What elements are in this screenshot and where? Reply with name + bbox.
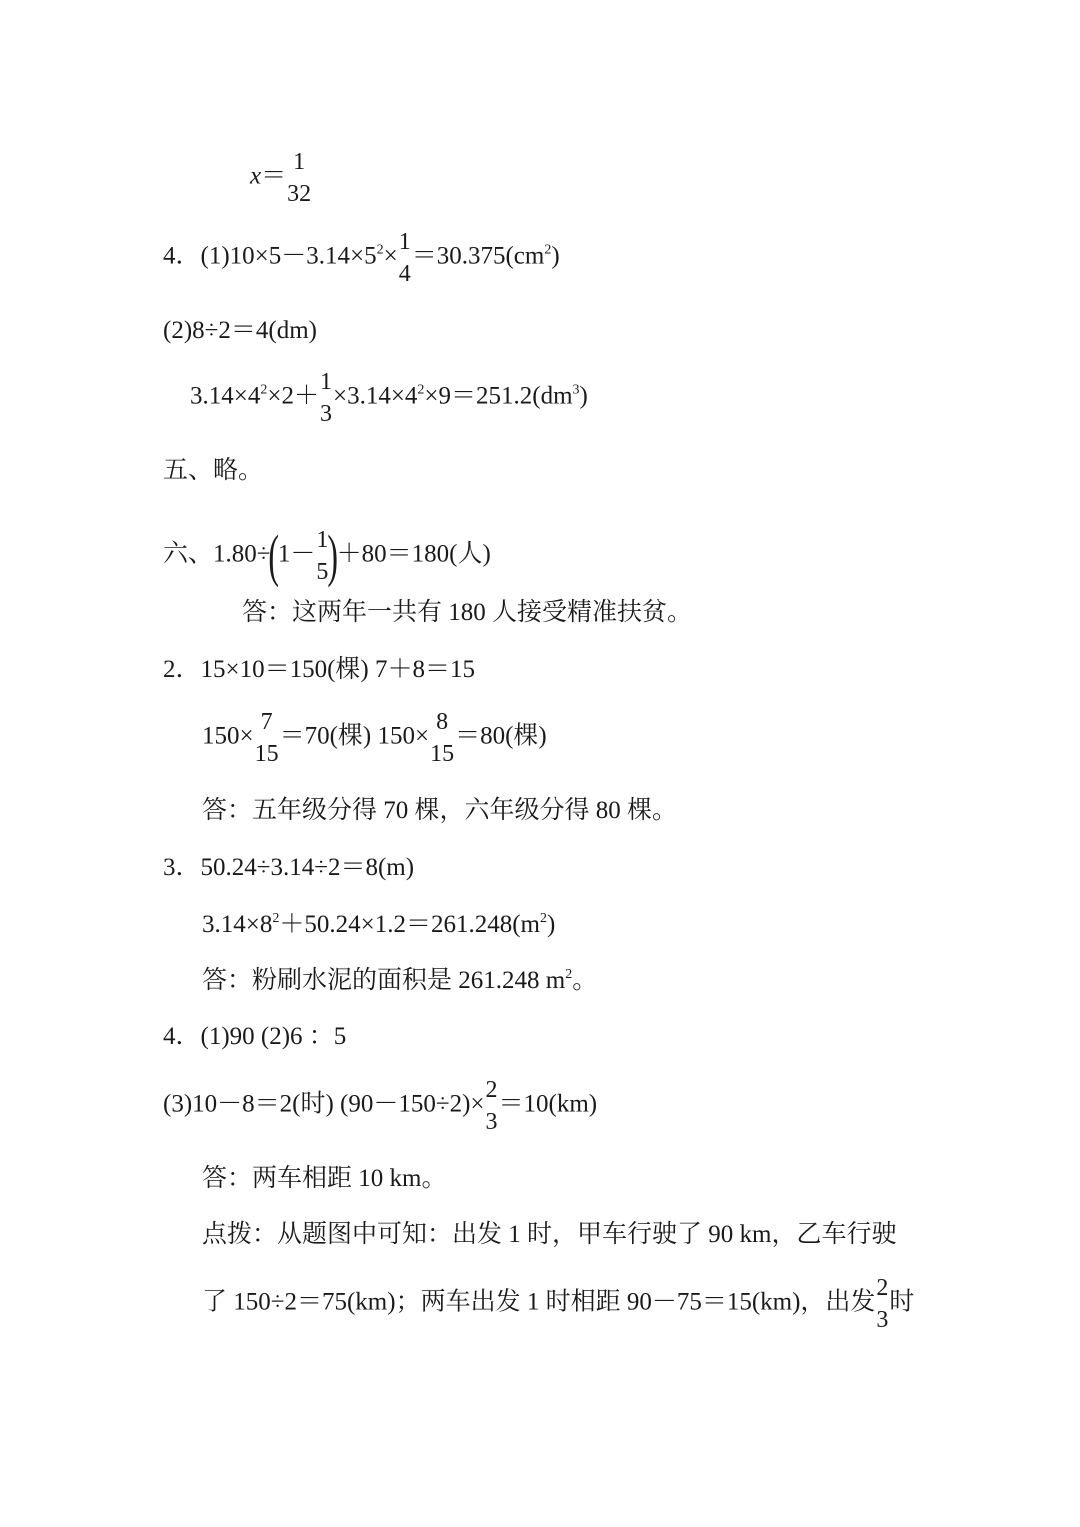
q4-line1: 4．(1)90 (2)6 ：5 [163,1023,347,1050]
q3-line1: 3．50.24÷3.14÷2＝8(m) [163,854,415,881]
variable-x: x [250,162,262,190]
q2-line1: 2．15×10＝150(棵) 7＋8＝15 [163,656,475,683]
fraction: 1 32 [287,149,312,207]
q2-line2: 150× 7 15 ＝70(棵) 150× 8 15 ＝80(棵) [202,709,547,767]
fraction: 1 5 [316,527,329,585]
left-paren: ( [268,523,280,588]
fraction: 2 3 [485,1077,498,1135]
answer-q4: 答：两车相距 10 km。 [202,1165,447,1192]
answer-6-1: 答：这两年一共有 180 人接受精准扶贫。 [242,599,693,626]
fraction: 1 3 [319,369,332,427]
fraction: 2 3 [876,1275,889,1333]
fraction: 8 15 [430,709,455,767]
right-paren: ) [327,523,339,588]
fraction: 7 15 [254,709,279,767]
answer-q3: 答：粉刷水泥的面积是 261.248 $m^2$。 [202,967,598,994]
equation-x: x＝ 1 32 [250,149,312,207]
answer-q2: 答：五年级分得 70 棵，六年级分得 80 棵。 [202,797,678,824]
answer-4-1: 4．$(1)10\times 5-3.14\times 5^2\times$ 1 4 $=30.375(cm^2)$ [163,229,560,287]
answer-4-2: (2)8÷2＝4(dm) [163,317,317,344]
answer-4-2-volume: $3.14\times 4^2\times 2+$ 1 3 $\times 3.14\times 4^2\times 9=251.2(dm^3)$ [190,369,588,427]
q4-line2: (3)10－8＝2(时) (90－150÷2)× 2 3 ＝10(km) [163,1077,598,1135]
q3-line2: $3.14\times 8^2+50.24\times 1.2=261.248(m^2)$ [202,911,556,938]
section-6-q1: 六、1.80÷(1－ 1 5 )＋80＝180(人) [163,523,491,588]
section-5: 五、略。 [163,457,264,484]
fraction: 1 4 [398,229,411,287]
hint-line2: 了 150÷2＝75(km)；两车出发 1 时相距 90－75＝15(km)，出发 2 3 时 [202,1275,915,1333]
hint-line1: 点拨：从题图中可知：出发 1 时，甲车行驶了 90 km，乙车行驶 [202,1221,897,1248]
